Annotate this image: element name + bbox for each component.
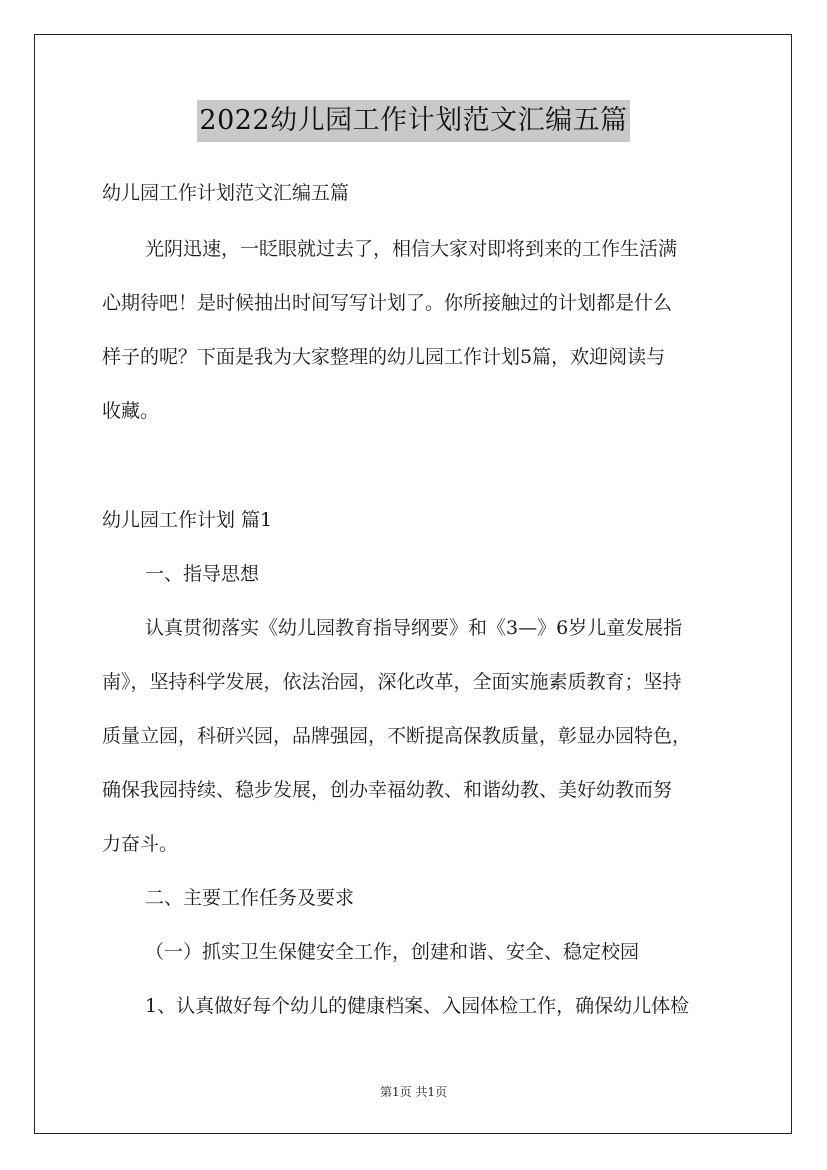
subtitle-line: 幼儿园工作计划范文汇编五篇 bbox=[102, 182, 350, 204]
paragraph-line: 南》，坚持科学发展，依法治园，深化改革，全面实施素质教育；坚持 bbox=[102, 671, 682, 693]
paragraph-line: 质量立园，科研兴园，品牌强园，不断提高保教质量，彰显办园特色， bbox=[102, 725, 692, 747]
paragraph-line: 力奋斗。 bbox=[102, 833, 179, 855]
subsection-heading: 二、主要工作任务及要求 bbox=[145, 887, 355, 909]
page-footer: 第1页 共1页 bbox=[379, 1085, 448, 1099]
subsection-heading: （一）抓实卫生保健安全工作，创建和谐、安全、稳定校园 bbox=[145, 941, 640, 963]
title-container bbox=[0, 100, 827, 142]
paragraph-line: 收藏。 bbox=[102, 400, 160, 422]
paragraph-line: 光阴迅速，一眨眼就过去了，相信大家对即将到来的工作生活满 bbox=[145, 238, 678, 260]
paragraph-line: 认真贯彻落实《幼儿园教育指导纲要》和《3—》6岁儿童发展指 bbox=[145, 617, 683, 639]
document-title: 2022幼儿园工作计划范文汇编五篇 bbox=[197, 100, 629, 142]
subsection-heading: 一、指导思想 bbox=[145, 563, 260, 585]
paragraph-line: 样子的呢？下面是我为大家整理的幼儿园工作计划5篇，欢迎阅读与 bbox=[102, 346, 666, 368]
paragraph-line: 确保我园持续、稳步发展，创办幸福幼教、和谐幼教、美好幼教而努 bbox=[102, 779, 673, 801]
section-heading: 幼儿园工作计划 篇1 bbox=[102, 509, 273, 531]
paragraph-line: 1、认真做好每个幼儿的健康档案、入园体检工作，确保幼儿体检 bbox=[145, 995, 690, 1017]
paragraph-line: 心期待吧！是时候抽出时间写写计划了。你所接触过的计划都是什么 bbox=[102, 292, 673, 314]
